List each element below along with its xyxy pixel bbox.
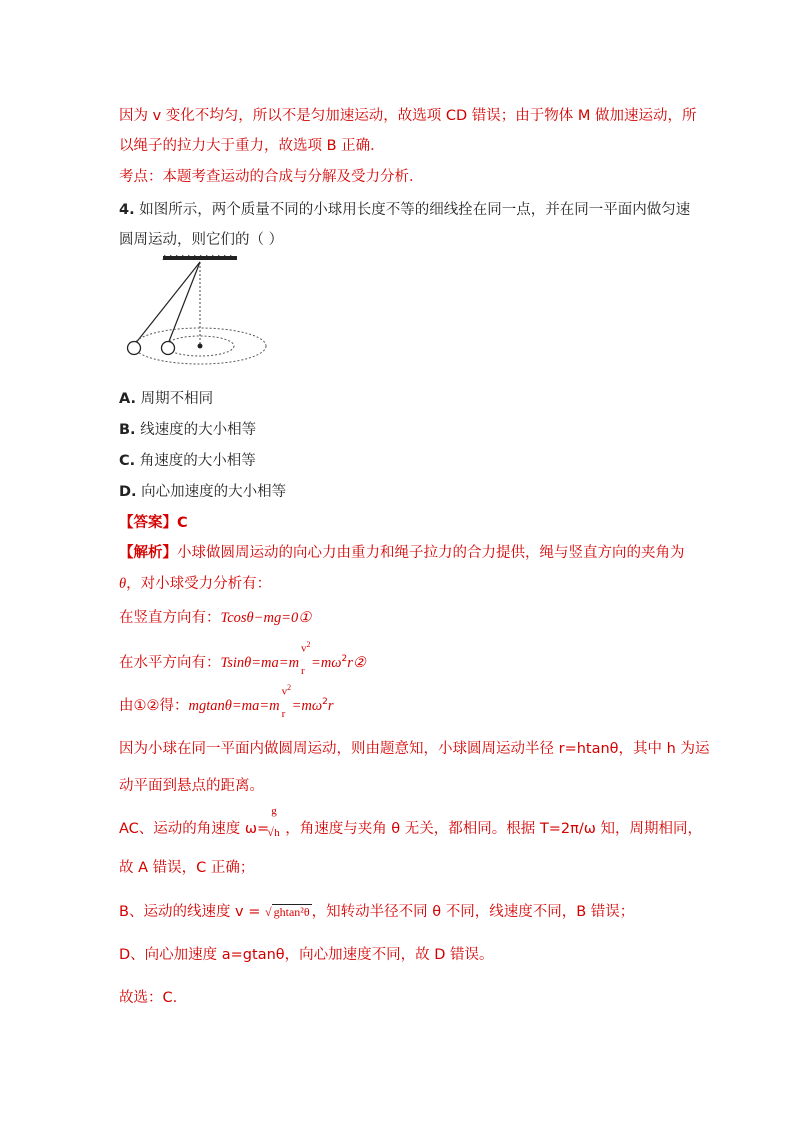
analysis-tag: 【解析】 — [119, 545, 177, 561]
option-d-label: D. — [119, 484, 137, 500]
option-b-label: B. — [119, 422, 136, 438]
theta-symbol: θ — [119, 576, 127, 592]
vertical-prefix: 在竖直方向有： — [119, 610, 221, 626]
analysis-text-2: ，对小球受力分析有： — [126, 576, 272, 592]
horizontal-prefix: 在水平方向有： — [119, 655, 221, 671]
option-a-text: 周期不相同 — [140, 391, 214, 407]
intro-line-1: 因为 v 变化不均匀，所以不是匀加速运动，故选项 CD 错误；由于物体 M 做加速运动，所 — [119, 108, 697, 124]
conclusion-line: 故选：C. — [119, 990, 178, 1006]
b-text-2: ，知转动半径不同 θ 不同，线速度不同，B 错误； — [311, 904, 635, 920]
same-plane-line-1: 因为小球在同一平面内做圆周运动，则由题意知，小球圆周运动半径 r=htanθ，其中 h 为运 — [119, 741, 710, 757]
combined-equation-line — [119, 683, 334, 720]
question-number: 4. — [119, 202, 135, 218]
question-stem-1 — [119, 198, 690, 219]
ac-text-2: ，角速度与夹角 θ 无关，都相同。根据 T=2π/ω 知，周期相同， — [285, 821, 702, 837]
horizontal-end: r② — [347, 655, 366, 671]
horizontal-equation-line — [119, 640, 366, 677]
b-text-1: B、运动的线速度 v = — [119, 904, 266, 920]
combined-end: r — [327, 698, 334, 714]
sqrt-g-over-h: g √ h — [267, 805, 280, 839]
question-stem-text: 如图所示，两个质量不同的小球用长度不等的细线拴在同一点，并在同一平面内做匀速 — [139, 202, 691, 218]
v2-over-r-fraction: $v^2$ r — [301, 640, 311, 677]
sqrt-ghtan: √ ghtan²θ — [265, 905, 310, 919]
question-stem-2: 圆周运动，则它们的（ ） — [119, 232, 284, 248]
vertical-equation-line — [119, 606, 311, 627]
option-a — [119, 387, 213, 408]
combined-equation: mgtanθ=ma=m — [188, 698, 280, 714]
option-c — [119, 449, 256, 470]
ac-conclusion: 故 A 错误，C 正确； — [119, 860, 255, 876]
analysis-text-1: 小球做圆周运动的向心力由重力和绳子拉力的合力提供，绳与竖直方向的夹角为 — [177, 545, 685, 561]
option-b — [119, 418, 256, 439]
option-b-text: 线速度的大小相等 — [140, 422, 257, 438]
ac-text-1: AC、运动的角速度 ω= — [119, 821, 270, 837]
option-d — [119, 480, 286, 501]
analysis-line-2 — [119, 572, 271, 593]
combined-tail: =mω — [291, 698, 323, 714]
answer-value: C — [177, 515, 188, 531]
intro-line-2: 以绳子的拉力大于重力，故选项 B 正确． — [119, 138, 385, 154]
horizontal-tail: =mω — [311, 655, 342, 671]
answer-line — [119, 511, 188, 532]
ac-line — [119, 805, 702, 839]
conical-pendulum-figure — [119, 252, 279, 370]
omega-square-2: 2 — [322, 697, 328, 708]
option-c-label: C. — [119, 453, 136, 469]
vertical-equation: Tcosθ−mg=0① — [220, 610, 312, 626]
v2-over-r-fraction-2: $v^2$ r — [281, 683, 292, 720]
analysis-line-1 — [119, 541, 685, 562]
horizontal-equation: Tsinθ=ma=m — [220, 655, 300, 671]
kaodian-line: 考点：本题考查运动的合成与分解及受力分析． — [119, 169, 424, 185]
combined-prefix: 由①②得： — [119, 698, 189, 714]
b-line — [119, 900, 634, 921]
omega-square: 2 — [341, 654, 348, 665]
answer-tag: 【答案】 — [119, 515, 177, 531]
option-c-text: 角速度的大小相等 — [139, 453, 256, 469]
option-a-label: A. — [119, 391, 136, 407]
same-plane-line-2: 动平面到悬点的距离。 — [119, 778, 264, 794]
option-d-text: 向心加速度的大小相等 — [141, 484, 287, 500]
d-line: D、向心加速度 a=gtanθ，向心加速度不同，故 D 错误。 — [119, 947, 494, 963]
